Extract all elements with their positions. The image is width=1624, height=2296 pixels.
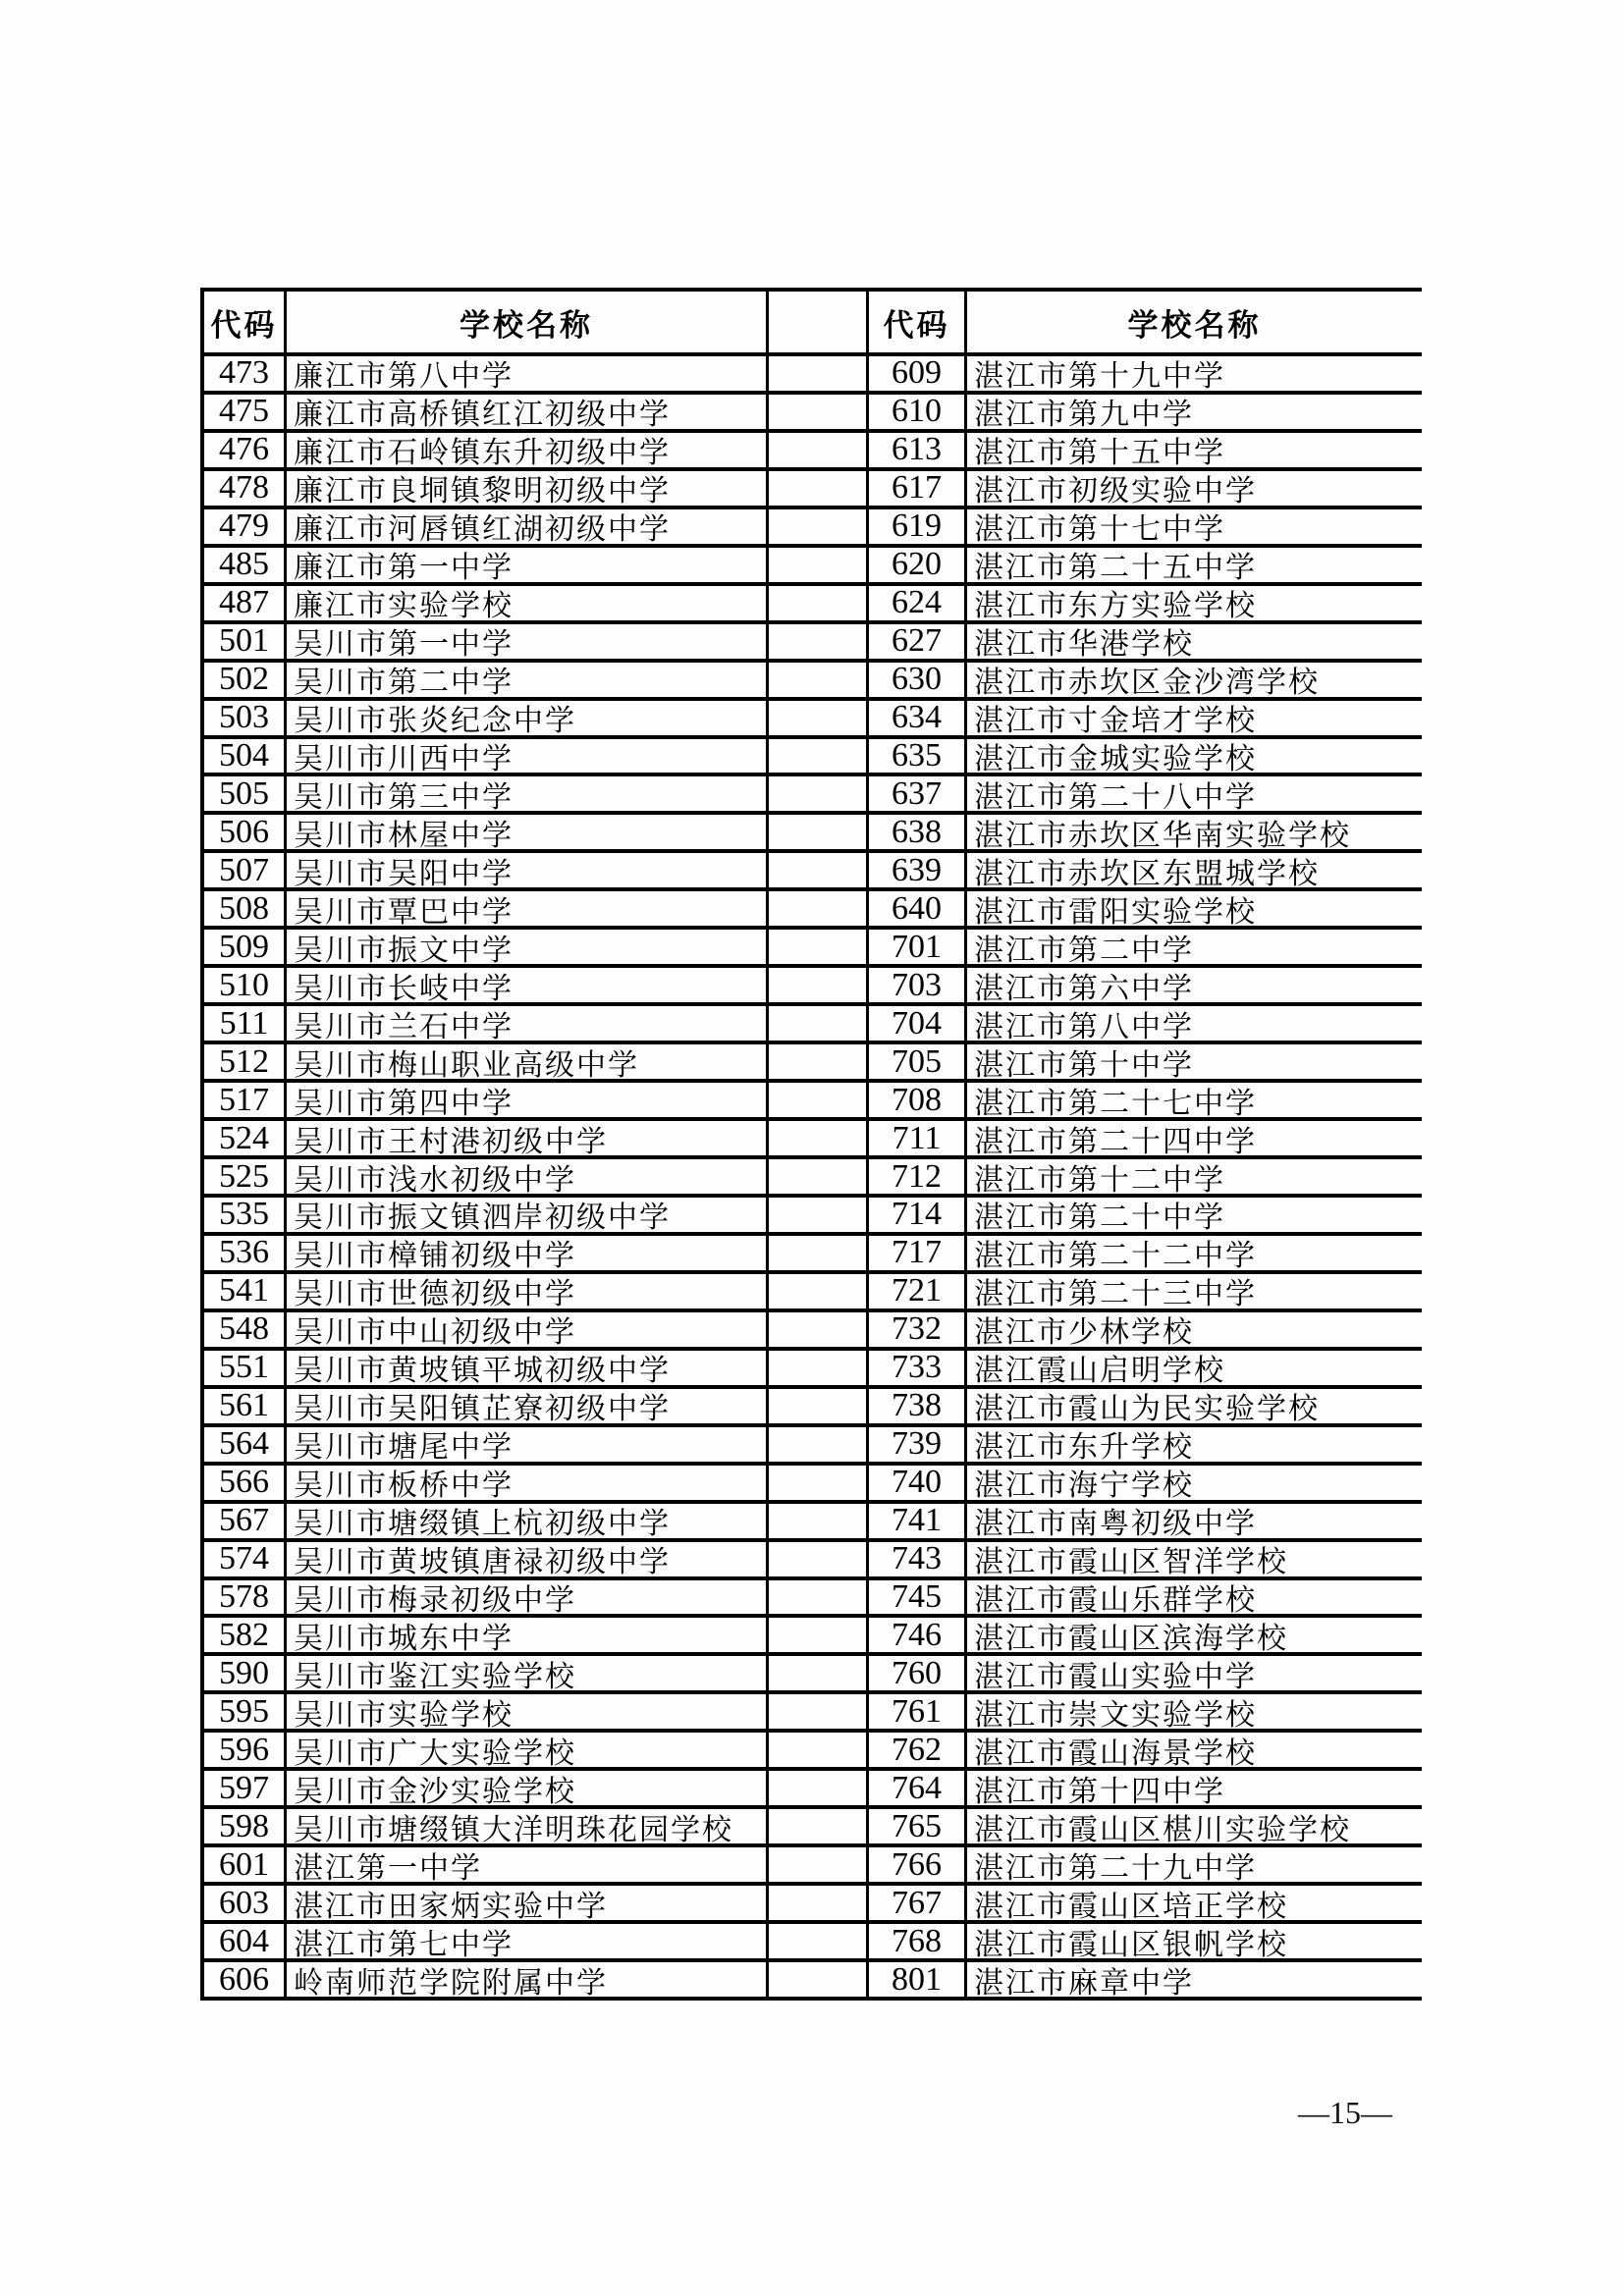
spacer-cell — [766, 1079, 866, 1117]
spacer-cell — [766, 697, 866, 735]
header-code-right: 代码 — [866, 292, 964, 352]
code-cell: 705 — [866, 1041, 964, 1079]
school-name-cell: 湛江第一中学 — [284, 1843, 766, 1882]
school-name-cell: 廉江市第一中学 — [284, 544, 766, 582]
school-code-table — [200, 288, 1422, 2001]
school-name-cell: 吴川市第一中学 — [284, 620, 766, 659]
code-cell: 739 — [866, 1423, 964, 1462]
school-name-cell: 湛江霞山启明学校 — [964, 1347, 1422, 1385]
code-cell: 712 — [866, 1155, 964, 1194]
code-cell: 524 — [204, 1117, 284, 1155]
school-name-cell: 吴川市第三中学 — [284, 773, 766, 811]
school-name-cell: 湛江市霞山海景学校 — [964, 1729, 1422, 1767]
school-name-cell: 湛江市第十中学 — [964, 1041, 1422, 1079]
code-cell: 745 — [866, 1576, 964, 1615]
spacer-cell — [766, 1652, 866, 1690]
school-name-cell: 湛江市霞山区智洋学校 — [964, 1538, 1422, 1576]
code-cell: 501 — [204, 620, 284, 659]
school-name-cell: 湛江市霞山为民实验学校 — [964, 1385, 1422, 1423]
school-name-cell: 湛江市霞山区椹川实验学校 — [964, 1805, 1422, 1843]
school-name-cell: 廉江市第八中学 — [284, 352, 766, 391]
spacer-cell — [766, 1308, 866, 1347]
school-name-cell: 吴川市振文中学 — [284, 926, 766, 964]
code-cell: 485 — [204, 544, 284, 582]
spacer-cell — [766, 429, 866, 467]
code-cell: 511 — [204, 1002, 284, 1041]
code-cell: 525 — [204, 1155, 284, 1194]
code-cell: 638 — [866, 811, 964, 849]
school-name-cell: 廉江市良垌镇黎明初级中学 — [284, 467, 766, 506]
code-cell: 634 — [866, 697, 964, 735]
school-name-cell: 吴川市世德初级中学 — [284, 1270, 766, 1308]
spacer-cell — [766, 735, 866, 774]
code-cell: 479 — [204, 506, 284, 544]
spacer-cell — [766, 1347, 866, 1385]
code-cell: 640 — [866, 887, 964, 926]
school-name-cell: 湛江市田家炳实验中学 — [284, 1882, 766, 1920]
school-name-cell: 湛江市霞山实验中学 — [964, 1652, 1422, 1690]
code-cell: 620 — [866, 544, 964, 582]
code-cell: 506 — [204, 811, 284, 849]
code-cell: 487 — [204, 582, 284, 620]
code-cell: 476 — [204, 429, 284, 467]
code-cell: 564 — [204, 1423, 284, 1462]
code-cell: 768 — [866, 1920, 964, 1958]
school-name-cell: 吴川市梅山职业高级中学 — [284, 1041, 766, 1079]
school-name-cell: 廉江市石岭镇东升初级中学 — [284, 429, 766, 467]
school-name-cell: 廉江市河唇镇红湖初级中学 — [284, 506, 766, 544]
code-cell: 502 — [204, 659, 284, 697]
header-school-name-left: 学校名称 — [284, 292, 766, 352]
code-cell: 760 — [866, 1652, 964, 1690]
school-name-cell: 湛江市霞山区滨海学校 — [964, 1614, 1422, 1652]
code-cell: 767 — [866, 1882, 964, 1920]
school-name-cell: 湛江市第二中学 — [964, 926, 1422, 964]
code-cell: 509 — [204, 926, 284, 964]
school-name-cell: 吴川市吴阳中学 — [284, 849, 766, 887]
code-cell: 475 — [204, 391, 284, 429]
school-name-cell: 湛江市第十二中学 — [964, 1155, 1422, 1194]
school-name-cell: 湛江市南粤初级中学 — [964, 1500, 1422, 1538]
code-cell: 764 — [866, 1767, 964, 1805]
spacer-cell — [766, 1155, 866, 1194]
code-cell: 733 — [866, 1347, 964, 1385]
school-name-cell: 湛江市东升学校 — [964, 1423, 1422, 1462]
school-name-cell: 湛江市海宁学校 — [964, 1462, 1422, 1500]
spacer-cell — [766, 1462, 866, 1500]
code-cell: 619 — [866, 506, 964, 544]
school-name-cell: 吴川市黄坡镇平城初级中学 — [284, 1347, 766, 1385]
spacer-cell — [766, 391, 866, 429]
spacer-cell — [766, 620, 866, 659]
code-cell: 601 — [204, 1843, 284, 1882]
school-name-cell: 吴川市长岐中学 — [284, 964, 766, 1002]
code-cell: 595 — [204, 1690, 284, 1729]
code-cell: 708 — [866, 1079, 964, 1117]
school-name-cell: 湛江市第六中学 — [964, 964, 1422, 1002]
school-name-cell: 吴川市实验学校 — [284, 1690, 766, 1729]
code-cell: 717 — [866, 1232, 964, 1270]
school-name-cell: 湛江市赤坎区华南实验学校 — [964, 811, 1422, 849]
school-name-cell: 湛江市第十九中学 — [964, 352, 1422, 391]
code-cell: 505 — [204, 773, 284, 811]
header-school-name-right: 学校名称 — [964, 292, 1422, 352]
code-cell: 574 — [204, 1538, 284, 1576]
code-cell: 478 — [204, 467, 284, 506]
spacer-cell — [766, 1729, 866, 1767]
school-name-cell: 湛江市少林学校 — [964, 1308, 1422, 1347]
spacer-cell — [766, 467, 866, 506]
spacer-cell — [766, 1576, 866, 1615]
code-cell: 801 — [866, 1958, 964, 1997]
school-name-cell: 湛江市霞山区培正学校 — [964, 1882, 1422, 1920]
code-cell: 630 — [866, 659, 964, 697]
school-name-cell: 廉江市高桥镇红江初级中学 — [284, 391, 766, 429]
code-cell: 746 — [866, 1614, 964, 1652]
school-name-cell: 吴川市振文镇泗岸初级中学 — [284, 1194, 766, 1232]
school-name-cell: 湛江市第十七中学 — [964, 506, 1422, 544]
spacer-cell — [766, 1194, 866, 1232]
code-cell: 740 — [866, 1462, 964, 1500]
spacer-cell — [766, 1423, 866, 1462]
school-name-cell: 吴川市金沙实验学校 — [284, 1767, 766, 1805]
school-name-cell: 湛江市东方实验学校 — [964, 582, 1422, 620]
spacer-cell — [766, 582, 866, 620]
spacer-cell — [766, 1002, 866, 1041]
code-cell: 503 — [204, 697, 284, 735]
school-name-cell: 吴川市第四中学 — [284, 1079, 766, 1117]
code-cell: 507 — [204, 849, 284, 887]
code-cell: 551 — [204, 1347, 284, 1385]
code-cell: 510 — [204, 964, 284, 1002]
school-name-cell: 吴川市张炎纪念中学 — [284, 697, 766, 735]
school-name-cell: 湛江市第九中学 — [964, 391, 1422, 429]
spacer-cell — [766, 1958, 866, 1997]
school-name-cell: 湛江市第二十九中学 — [964, 1843, 1422, 1882]
school-name-cell: 吴川市板桥中学 — [284, 1462, 766, 1500]
school-name-cell: 吴川市中山初级中学 — [284, 1308, 766, 1347]
school-name-cell: 吴川市林屋中学 — [284, 811, 766, 849]
code-cell: 761 — [866, 1690, 964, 1729]
code-cell: 504 — [204, 735, 284, 774]
code-cell: 508 — [204, 887, 284, 926]
school-name-cell: 湛江市华港学校 — [964, 620, 1422, 659]
code-cell: 617 — [866, 467, 964, 506]
spacer-cell — [766, 1232, 866, 1270]
spacer-cell — [766, 352, 866, 391]
code-cell: 732 — [866, 1308, 964, 1347]
code-cell: 582 — [204, 1614, 284, 1652]
code-cell: 567 — [204, 1500, 284, 1538]
school-name-cell: 湛江市第二十五中学 — [964, 544, 1422, 582]
school-name-cell: 吴川市塘尾中学 — [284, 1423, 766, 1462]
school-name-cell: 吴川市黄坡镇唐禄初级中学 — [284, 1538, 766, 1576]
code-cell: 609 — [866, 352, 964, 391]
school-name-cell: 湛江市第十四中学 — [964, 1767, 1422, 1805]
code-cell: 535 — [204, 1194, 284, 1232]
spacer-cell — [766, 506, 866, 544]
code-cell: 541 — [204, 1270, 284, 1308]
spacer-cell — [766, 1843, 866, 1882]
school-name-cell: 吴川市吴阳镇芷寮初级中学 — [284, 1385, 766, 1423]
spacer-cell — [766, 1041, 866, 1079]
code-cell: 512 — [204, 1041, 284, 1079]
code-cell: 765 — [866, 1805, 964, 1843]
spacer-cell — [766, 1270, 866, 1308]
spacer-cell — [766, 1920, 866, 1958]
school-name-cell: 湛江市赤坎区东盟城学校 — [964, 849, 1422, 887]
school-name-cell: 湛江市霞山区银帆学校 — [964, 1920, 1422, 1958]
school-name-cell: 吴川市广大实验学校 — [284, 1729, 766, 1767]
school-name-cell: 湛江市初级实验中学 — [964, 467, 1422, 506]
code-cell: 610 — [866, 391, 964, 429]
code-cell: 596 — [204, 1729, 284, 1767]
spacer-cell — [766, 926, 866, 964]
school-name-cell: 湛江市崇文实验学校 — [964, 1690, 1422, 1729]
school-name-cell: 湛江市第十五中学 — [964, 429, 1422, 467]
school-name-cell: 吴川市川西中学 — [284, 735, 766, 774]
spacer-cell — [766, 544, 866, 582]
code-cell: 743 — [866, 1538, 964, 1576]
spacer-cell — [766, 1882, 866, 1920]
school-name-cell: 湛江市雷阳实验学校 — [964, 887, 1422, 926]
school-name-cell: 吴川市城东中学 — [284, 1614, 766, 1652]
school-name-cell: 吴川市王村港初级中学 — [284, 1117, 766, 1155]
code-cell: 624 — [866, 582, 964, 620]
code-cell: 627 — [866, 620, 964, 659]
code-cell: 711 — [866, 1117, 964, 1155]
code-cell: 561 — [204, 1385, 284, 1423]
school-name-cell: 岭南师范学院附属中学 — [284, 1958, 766, 1997]
code-cell: 536 — [204, 1232, 284, 1270]
school-name-cell: 吴川市塘缀镇大洋明珠花园学校 — [284, 1805, 766, 1843]
code-cell: 635 — [866, 735, 964, 774]
code-cell: 590 — [204, 1652, 284, 1690]
spacer-cell — [766, 773, 866, 811]
spacer-cell — [766, 811, 866, 849]
school-name-cell: 湛江市第八中学 — [964, 1002, 1422, 1041]
code-cell: 598 — [204, 1805, 284, 1843]
code-cell: 766 — [866, 1843, 964, 1882]
school-name-cell: 湛江市第二十七中学 — [964, 1079, 1422, 1117]
code-cell: 473 — [204, 352, 284, 391]
school-name-cell: 湛江市麻章中学 — [964, 1958, 1422, 1997]
code-cell: 721 — [866, 1270, 964, 1308]
school-name-cell: 湛江市第二十八中学 — [964, 773, 1422, 811]
school-name-cell: 湛江市寸金培才学校 — [964, 697, 1422, 735]
code-cell: 714 — [866, 1194, 964, 1232]
code-cell: 639 — [866, 849, 964, 887]
page-number: —15— — [1298, 2095, 1392, 2130]
school-name-cell: 廉江市实验学校 — [284, 582, 766, 620]
spacer-cell — [766, 849, 866, 887]
code-cell: 738 — [866, 1385, 964, 1423]
spacer-header-cell — [766, 292, 866, 352]
spacer-cell — [766, 1385, 866, 1423]
spacer-cell — [766, 1117, 866, 1155]
school-name-cell: 湛江市第二十三中学 — [964, 1270, 1422, 1308]
school-name-cell: 湛江市第二十中学 — [964, 1194, 1422, 1232]
spacer-cell — [766, 887, 866, 926]
spacer-cell — [766, 1690, 866, 1729]
code-cell: 613 — [866, 429, 964, 467]
spacer-cell — [766, 1500, 866, 1538]
spacer-cell — [766, 1767, 866, 1805]
spacer-cell — [766, 1614, 866, 1652]
school-name-cell: 吴川市樟铺初级中学 — [284, 1232, 766, 1270]
school-name-cell: 湛江市霞山乐群学校 — [964, 1576, 1422, 1615]
code-cell: 637 — [866, 773, 964, 811]
code-cell: 548 — [204, 1308, 284, 1347]
school-name-cell: 吴川市兰石中学 — [284, 1002, 766, 1041]
school-name-cell: 湛江市金城实验学校 — [964, 735, 1422, 774]
code-cell: 741 — [866, 1500, 964, 1538]
school-name-cell: 湛江市第二十四中学 — [964, 1117, 1422, 1155]
school-name-cell: 吴川市浅水初级中学 — [284, 1155, 766, 1194]
spacer-cell — [766, 964, 866, 1002]
code-cell: 701 — [866, 926, 964, 964]
code-cell: 762 — [866, 1729, 964, 1767]
school-name-cell: 湛江市赤坎区金沙湾学校 — [964, 659, 1422, 697]
school-name-cell: 吴川市第二中学 — [284, 659, 766, 697]
code-cell: 566 — [204, 1462, 284, 1500]
school-name-cell: 吴川市塘缀镇上杭初级中学 — [284, 1500, 766, 1538]
code-cell: 604 — [204, 1920, 284, 1958]
spacer-cell — [766, 1538, 866, 1576]
code-cell: 704 — [866, 1002, 964, 1041]
school-name-cell: 湛江市第七中学 — [284, 1920, 766, 1958]
code-cell: 603 — [204, 1882, 284, 1920]
spacer-cell — [766, 1805, 866, 1843]
spacer-cell — [766, 659, 866, 697]
school-name-cell: 湛江市第二十二中学 — [964, 1232, 1422, 1270]
school-name-cell: 吴川市梅录初级中学 — [284, 1576, 766, 1615]
code-cell: 517 — [204, 1079, 284, 1117]
code-cell: 597 — [204, 1767, 284, 1805]
school-name-cell: 吴川市鉴江实验学校 — [284, 1652, 766, 1690]
code-cell: 606 — [204, 1958, 284, 1997]
school-name-cell: 吴川市覃巴中学 — [284, 887, 766, 926]
code-cell: 578 — [204, 1576, 284, 1615]
code-cell: 703 — [866, 964, 964, 1002]
header-code-left: 代码 — [204, 292, 284, 352]
